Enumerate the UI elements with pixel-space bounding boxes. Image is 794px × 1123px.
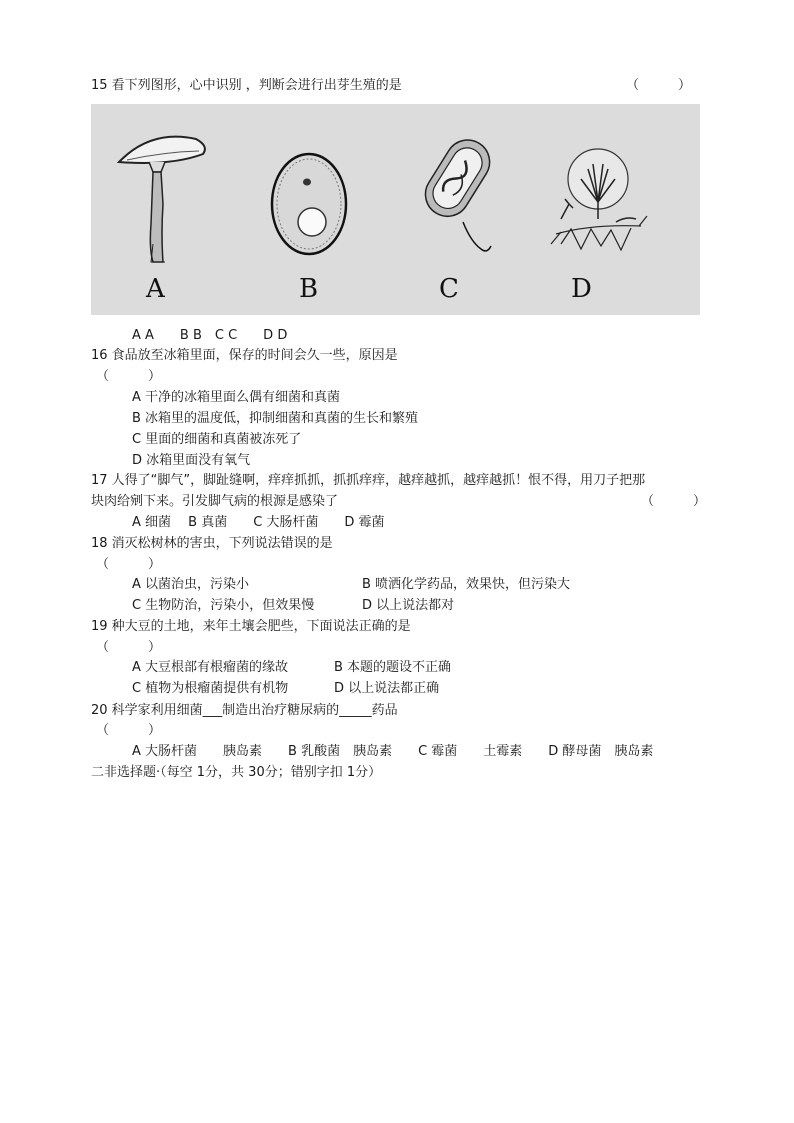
figure-label-b: B [299,274,319,304]
mold-figure [551,149,647,250]
q18-answer-paren: （ ） [96,557,162,572]
q19-option-c: C 植物为根瘤菌提供有机物 [132,681,289,696]
q16-option-c: C 里面的细菌和真菌被冻死了 [132,432,302,447]
q16-stem: 16 食品放至冰箱里面，保存的时间会久一些，原因是 [91,348,398,363]
q20-stem: 20 科学家利用细菌___制造出治疗糖尿病的_____药品 [91,703,398,718]
q18-stem: 18 消灭松树林的害虫，下列说法错误的是 [91,536,333,551]
q16-option-a: A 干净的冰箱里面么偶有细菌和真菌 [132,390,341,405]
q20-options: A 大肠杆菌 胰岛素 B 乳酸菌 胰岛素 C 霉菌 土霉素 D 酵母菌 胰岛素 [132,744,654,759]
q17-stem-line-2: 块肉给剜下来。引发脚气病的根源是感染了 [91,494,339,509]
q20-answer-paren: （ ） [96,723,162,738]
yeast-cell-figure [272,154,346,254]
q17-answer-paren: （ ） [641,494,707,509]
q18-option-a: A 以菌治虫，污染小 [132,577,250,592]
mushroom-figure [119,137,205,262]
q15-stem: 15 看下列图形，心中识别 ，判断会进行出芽生殖的是 [91,78,402,93]
q16-option-d: D 冰箱里面没有氧气 [132,453,251,468]
figure-label-a: A [146,274,165,304]
bacterium-figure [417,132,498,251]
q17-stem-line-1: 17 人得了“脚气”，脚趾缝啊，痒痒抓抓，抓抓痒痒，越痒越抓，越痒越抓！恨不得，用刀子把那 [91,473,646,488]
q16-option-b: B 冰箱里的温度低，抑制细菌和真菌的生长和繁殖 [132,411,419,426]
figure-label-c: C [439,274,459,304]
q18-option-c: C 生物防治，污染小，但效果慢 [132,598,315,613]
q15-answer-paren: （ ） [626,78,692,93]
q19-option-b: B 本题的题设不正确 [334,660,452,675]
q18-option-d: D 以上说法都对 [362,598,455,613]
q16-answer-paren: （ ） [96,369,162,384]
q15-figure [91,104,700,315]
q17-options: A 细菌 B 真菌 C 大肠杆菌 D 霉菌 [132,515,385,530]
section-2-heading: 二非选择题·（每空 1分，共 30分；错别字扣 1分） [91,765,382,780]
q19-stem: 19 种大豆的土地，来年土壤会肥些，下面说法正确的是 [91,619,411,634]
q19-option-a: A 大豆根部有根瘤菌的缘故 [132,660,289,675]
q19-answer-paren: （ ） [96,640,162,655]
q19-option-d: D 以上说法都正确 [334,681,440,696]
q18-option-b: B 喷洒化学药品，效果快，但污染大 [362,577,571,592]
q15-options: A A B B C C D D [132,328,288,343]
figure-label-d: D [571,274,592,304]
